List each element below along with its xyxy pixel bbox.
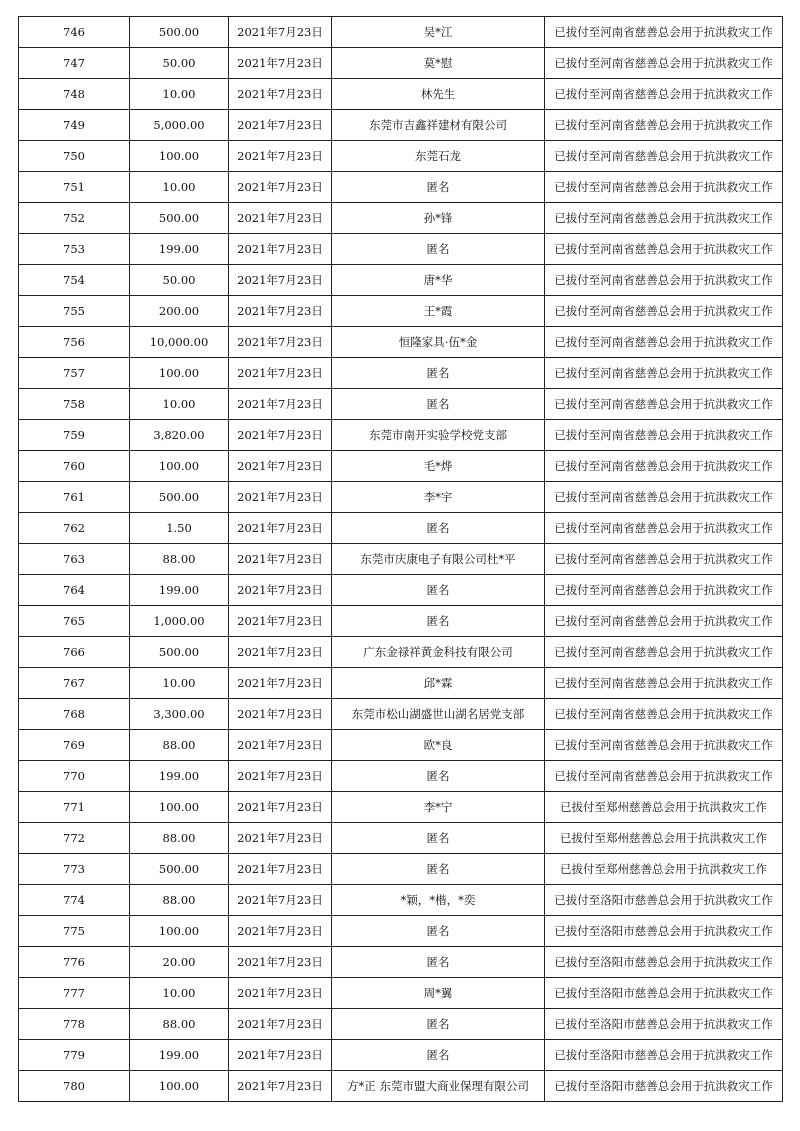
cell-amount: 88.00: [130, 544, 229, 575]
cell-date: 2021年7月23日: [229, 823, 332, 854]
table-row: [19, 234, 783, 265]
cell-donor: 周*翼: [332, 978, 545, 1009]
cell-serial-number: 757: [19, 358, 130, 389]
table-row: [19, 947, 783, 978]
donation-table-body: [19, 17, 783, 1102]
cell-amount: 88.00: [130, 1009, 229, 1040]
cell-serial-number: 746: [19, 17, 130, 48]
table-row: [19, 482, 783, 513]
cell-donor: *颖，*楷，*奕: [332, 885, 545, 916]
cell-date: 2021年7月23日: [229, 854, 332, 885]
cell-donor: 唐*华: [332, 265, 545, 296]
cell-remark: 已拔付至河南省慈善总会用于抗洪救灾工作: [545, 296, 783, 327]
cell-date: 2021年7月23日: [229, 358, 332, 389]
cell-amount: 10.00: [130, 978, 229, 1009]
cell-donor: 匿名: [332, 916, 545, 947]
cell-donor: 毛*烨: [332, 451, 545, 482]
cell-donor: 匿名: [332, 389, 545, 420]
table-row: [19, 699, 783, 730]
donation-table: [18, 16, 783, 1102]
cell-serial-number: 769: [19, 730, 130, 761]
cell-donor: 东莞石龙: [332, 141, 545, 172]
table-row: [19, 978, 783, 1009]
cell-amount: 199.00: [130, 1040, 229, 1071]
cell-serial-number: 775: [19, 916, 130, 947]
cell-amount: 100.00: [130, 451, 229, 482]
cell-donor: 王*霞: [332, 296, 545, 327]
cell-amount: 1.50: [130, 513, 229, 544]
cell-serial-number: 778: [19, 1009, 130, 1040]
cell-remark: 已拔付至河南省慈善总会用于抗洪救灾工作: [545, 141, 783, 172]
cell-amount: 1,000.00: [130, 606, 229, 637]
cell-donor: 匿名: [332, 606, 545, 637]
cell-serial-number: 759: [19, 420, 130, 451]
cell-amount: 5,000.00: [130, 110, 229, 141]
table-row: [19, 1040, 783, 1071]
cell-remark: 已拔付至河南省慈善总会用于抗洪救灾工作: [545, 699, 783, 730]
cell-serial-number: 780: [19, 1071, 130, 1102]
cell-amount: 100.00: [130, 141, 229, 172]
cell-date: 2021年7月23日: [229, 296, 332, 327]
cell-remark: 已拔付至河南省慈善总会用于抗洪救灾工作: [545, 79, 783, 110]
cell-date: 2021年7月23日: [229, 48, 332, 79]
table-row: [19, 451, 783, 482]
cell-serial-number: 754: [19, 265, 130, 296]
cell-remark: 已拔付至河南省慈善总会用于抗洪救灾工作: [545, 234, 783, 265]
cell-donor: 方*正 东莞市盟大商业保理有限公司: [332, 1071, 545, 1102]
cell-remark: 已拔付至洛阳市慈善总会用于抗洪救灾工作: [545, 1009, 783, 1040]
table-row: [19, 141, 783, 172]
cell-serial-number: 768: [19, 699, 130, 730]
cell-remark: 已拔付至河南省慈善总会用于抗洪救灾工作: [545, 637, 783, 668]
cell-amount: 88.00: [130, 730, 229, 761]
cell-serial-number: 758: [19, 389, 130, 420]
cell-donor: 恒隆家具·伍*金: [332, 327, 545, 358]
table-row: [19, 606, 783, 637]
cell-serial-number: 771: [19, 792, 130, 823]
cell-date: 2021年7月23日: [229, 730, 332, 761]
table-row: [19, 575, 783, 606]
cell-amount: 200.00: [130, 296, 229, 327]
table-row: [19, 544, 783, 575]
cell-amount: 100.00: [130, 1071, 229, 1102]
table-row: [19, 389, 783, 420]
cell-remark: 已拔付至洛阳市慈善总会用于抗洪救灾工作: [545, 947, 783, 978]
cell-amount: 10,000.00: [130, 327, 229, 358]
cell-serial-number: 749: [19, 110, 130, 141]
cell-amount: 50.00: [130, 265, 229, 296]
cell-donor: 匿名: [332, 1009, 545, 1040]
cell-date: 2021年7月23日: [229, 451, 332, 482]
table-row: [19, 730, 783, 761]
cell-date: 2021年7月23日: [229, 1071, 332, 1102]
cell-serial-number: 776: [19, 947, 130, 978]
cell-amount: 88.00: [130, 823, 229, 854]
cell-amount: 10.00: [130, 668, 229, 699]
table-row: [19, 1009, 783, 1040]
cell-serial-number: 752: [19, 203, 130, 234]
cell-date: 2021年7月23日: [229, 327, 332, 358]
cell-remark: 已拔付至河南省慈善总会用于抗洪救灾工作: [545, 17, 783, 48]
cell-remark: 已拔付至洛阳市慈善总会用于抗洪救灾工作: [545, 1071, 783, 1102]
cell-donor: 莫*慰: [332, 48, 545, 79]
cell-date: 2021年7月23日: [229, 17, 332, 48]
cell-remark: 已拔付至郑州慈善总会用于抗洪救灾工作: [545, 823, 783, 854]
cell-amount: 100.00: [130, 916, 229, 947]
cell-donor: 匿名: [332, 947, 545, 978]
cell-amount: 20.00: [130, 947, 229, 978]
cell-amount: 199.00: [130, 234, 229, 265]
table-row: [19, 265, 783, 296]
cell-amount: 500.00: [130, 482, 229, 513]
cell-donor: 匿名: [332, 1040, 545, 1071]
cell-serial-number: 760: [19, 451, 130, 482]
cell-remark: 已拔付至洛阳市慈善总会用于抗洪救灾工作: [545, 978, 783, 1009]
cell-serial-number: 761: [19, 482, 130, 513]
cell-donor: 孙*锋: [332, 203, 545, 234]
cell-remark: 已拔付至河南省慈善总会用于抗洪救灾工作: [545, 513, 783, 544]
cell-donor: 匿名: [332, 234, 545, 265]
cell-amount: 199.00: [130, 761, 229, 792]
table-row: [19, 17, 783, 48]
cell-serial-number: 747: [19, 48, 130, 79]
cell-remark: 已拔付至河南省慈善总会用于抗洪救灾工作: [545, 110, 783, 141]
cell-donor: 匿名: [332, 761, 545, 792]
cell-date: 2021年7月23日: [229, 606, 332, 637]
cell-amount: 3,820.00: [130, 420, 229, 451]
cell-remark: 已拔付至河南省慈善总会用于抗洪救灾工作: [545, 668, 783, 699]
cell-remark: 已拔付至河南省慈善总会用于抗洪救灾工作: [545, 761, 783, 792]
cell-date: 2021年7月23日: [229, 916, 332, 947]
table-row: [19, 854, 783, 885]
table-row: [19, 296, 783, 327]
cell-amount: 100.00: [130, 358, 229, 389]
table-row: [19, 110, 783, 141]
cell-remark: 已拔付至河南省慈善总会用于抗洪救灾工作: [545, 48, 783, 79]
cell-date: 2021年7月23日: [229, 234, 332, 265]
cell-remark: 已拔付至河南省慈善总会用于抗洪救灾工作: [545, 730, 783, 761]
cell-amount: 500.00: [130, 17, 229, 48]
cell-serial-number: 763: [19, 544, 130, 575]
cell-date: 2021年7月23日: [229, 482, 332, 513]
cell-donor: 李*宁: [332, 792, 545, 823]
cell-remark: 已拔付至洛阳市慈善总会用于抗洪救灾工作: [545, 916, 783, 947]
cell-date: 2021年7月23日: [229, 420, 332, 451]
table-row: [19, 637, 783, 668]
cell-donor: 邱*霖: [332, 668, 545, 699]
cell-amount: 500.00: [130, 854, 229, 885]
cell-serial-number: 766: [19, 637, 130, 668]
cell-amount: 10.00: [130, 172, 229, 203]
cell-donor: 广东金禄祥黄金科技有限公司: [332, 637, 545, 668]
cell-remark: 已拔付至洛阳市慈善总会用于抗洪救灾工作: [545, 1040, 783, 1071]
cell-serial-number: 767: [19, 668, 130, 699]
cell-date: 2021年7月23日: [229, 513, 332, 544]
cell-remark: 已拔付至河南省慈善总会用于抗洪救灾工作: [545, 420, 783, 451]
cell-remark: 已拔付至河南省慈善总会用于抗洪救灾工作: [545, 203, 783, 234]
cell-date: 2021年7月23日: [229, 885, 332, 916]
cell-date: 2021年7月23日: [229, 1040, 332, 1071]
cell-date: 2021年7月23日: [229, 544, 332, 575]
cell-donor: 匿名: [332, 575, 545, 606]
cell-date: 2021年7月23日: [229, 265, 332, 296]
cell-date: 2021年7月23日: [229, 761, 332, 792]
table-row: [19, 1071, 783, 1102]
cell-amount: 100.00: [130, 792, 229, 823]
cell-remark: 已拔付至河南省慈善总会用于抗洪救灾工作: [545, 265, 783, 296]
cell-donor: 匿名: [332, 823, 545, 854]
cell-amount: 500.00: [130, 203, 229, 234]
cell-serial-number: 753: [19, 234, 130, 265]
table-row: [19, 48, 783, 79]
cell-donor: 东莞市庆康电子有限公司杜*平: [332, 544, 545, 575]
cell-donor: 李*宇: [332, 482, 545, 513]
cell-date: 2021年7月23日: [229, 575, 332, 606]
cell-date: 2021年7月23日: [229, 1009, 332, 1040]
cell-serial-number: 774: [19, 885, 130, 916]
cell-date: 2021年7月23日: [229, 637, 332, 668]
table-row: [19, 513, 783, 544]
cell-remark: 已拔付至郑州慈善总会用于抗洪救灾工作: [545, 854, 783, 885]
cell-serial-number: 770: [19, 761, 130, 792]
cell-serial-number: 762: [19, 513, 130, 544]
cell-remark: 已拔付至河南省慈善总会用于抗洪救灾工作: [545, 451, 783, 482]
table-row: [19, 792, 783, 823]
cell-donor: 匿名: [332, 513, 545, 544]
cell-date: 2021年7月23日: [229, 389, 332, 420]
cell-amount: 50.00: [130, 48, 229, 79]
cell-remark: 已拔付至郑州慈善总会用于抗洪救灾工作: [545, 792, 783, 823]
cell-remark: 已拔付至河南省慈善总会用于抗洪救灾工作: [545, 575, 783, 606]
table-row: [19, 172, 783, 203]
cell-serial-number: 750: [19, 141, 130, 172]
cell-amount: 199.00: [130, 575, 229, 606]
cell-amount: 500.00: [130, 637, 229, 668]
table-row: [19, 203, 783, 234]
cell-donor: 吴*江: [332, 17, 545, 48]
cell-date: 2021年7月23日: [229, 141, 332, 172]
cell-amount: 10.00: [130, 389, 229, 420]
cell-amount: 3,300.00: [130, 699, 229, 730]
cell-date: 2021年7月23日: [229, 172, 332, 203]
cell-serial-number: 756: [19, 327, 130, 358]
cell-date: 2021年7月23日: [229, 978, 332, 1009]
cell-remark: 已拔付至河南省慈善总会用于抗洪救灾工作: [545, 482, 783, 513]
table-row: [19, 79, 783, 110]
cell-donor: 东莞市南开实验学校党支部: [332, 420, 545, 451]
cell-date: 2021年7月23日: [229, 110, 332, 141]
cell-serial-number: 779: [19, 1040, 130, 1071]
table-row: [19, 916, 783, 947]
cell-donor: 匿名: [332, 854, 545, 885]
table-row: [19, 358, 783, 389]
cell-donor: 匿名: [332, 358, 545, 389]
table-row: [19, 885, 783, 916]
cell-serial-number: 773: [19, 854, 130, 885]
cell-date: 2021年7月23日: [229, 668, 332, 699]
cell-remark: 已拔付至河南省慈善总会用于抗洪救灾工作: [545, 606, 783, 637]
cell-remark: 已拔付至河南省慈善总会用于抗洪救灾工作: [545, 358, 783, 389]
cell-serial-number: 765: [19, 606, 130, 637]
cell-serial-number: 748: [19, 79, 130, 110]
table-row: [19, 823, 783, 854]
cell-remark: 已拔付至河南省慈善总会用于抗洪救灾工作: [545, 327, 783, 358]
cell-serial-number: 751: [19, 172, 130, 203]
cell-amount: 10.00: [130, 79, 229, 110]
cell-date: 2021年7月23日: [229, 203, 332, 234]
cell-remark: 已拔付至河南省慈善总会用于抗洪救灾工作: [545, 172, 783, 203]
table-row: [19, 327, 783, 358]
cell-date: 2021年7月23日: [229, 699, 332, 730]
table-row: [19, 761, 783, 792]
table-row: [19, 420, 783, 451]
cell-donor: 林先生: [332, 79, 545, 110]
cell-remark: 已拔付至洛阳市慈善总会用于抗洪救灾工作: [545, 885, 783, 916]
cell-donor: 东莞市松山湖盛世山湖名居党支部: [332, 699, 545, 730]
cell-serial-number: 755: [19, 296, 130, 327]
cell-date: 2021年7月23日: [229, 947, 332, 978]
cell-serial-number: 772: [19, 823, 130, 854]
cell-date: 2021年7月23日: [229, 792, 332, 823]
cell-amount: 88.00: [130, 885, 229, 916]
cell-donor: 欧*良: [332, 730, 545, 761]
cell-donor: 东莞市吉鑫祥建材有限公司: [332, 110, 545, 141]
cell-remark: 已拔付至河南省慈善总会用于抗洪救灾工作: [545, 389, 783, 420]
cell-serial-number: 764: [19, 575, 130, 606]
cell-date: 2021年7月23日: [229, 79, 332, 110]
cell-remark: 已拔付至河南省慈善总会用于抗洪救灾工作: [545, 544, 783, 575]
cell-donor: 匿名: [332, 172, 545, 203]
table-row: [19, 668, 783, 699]
cell-serial-number: 777: [19, 978, 130, 1009]
